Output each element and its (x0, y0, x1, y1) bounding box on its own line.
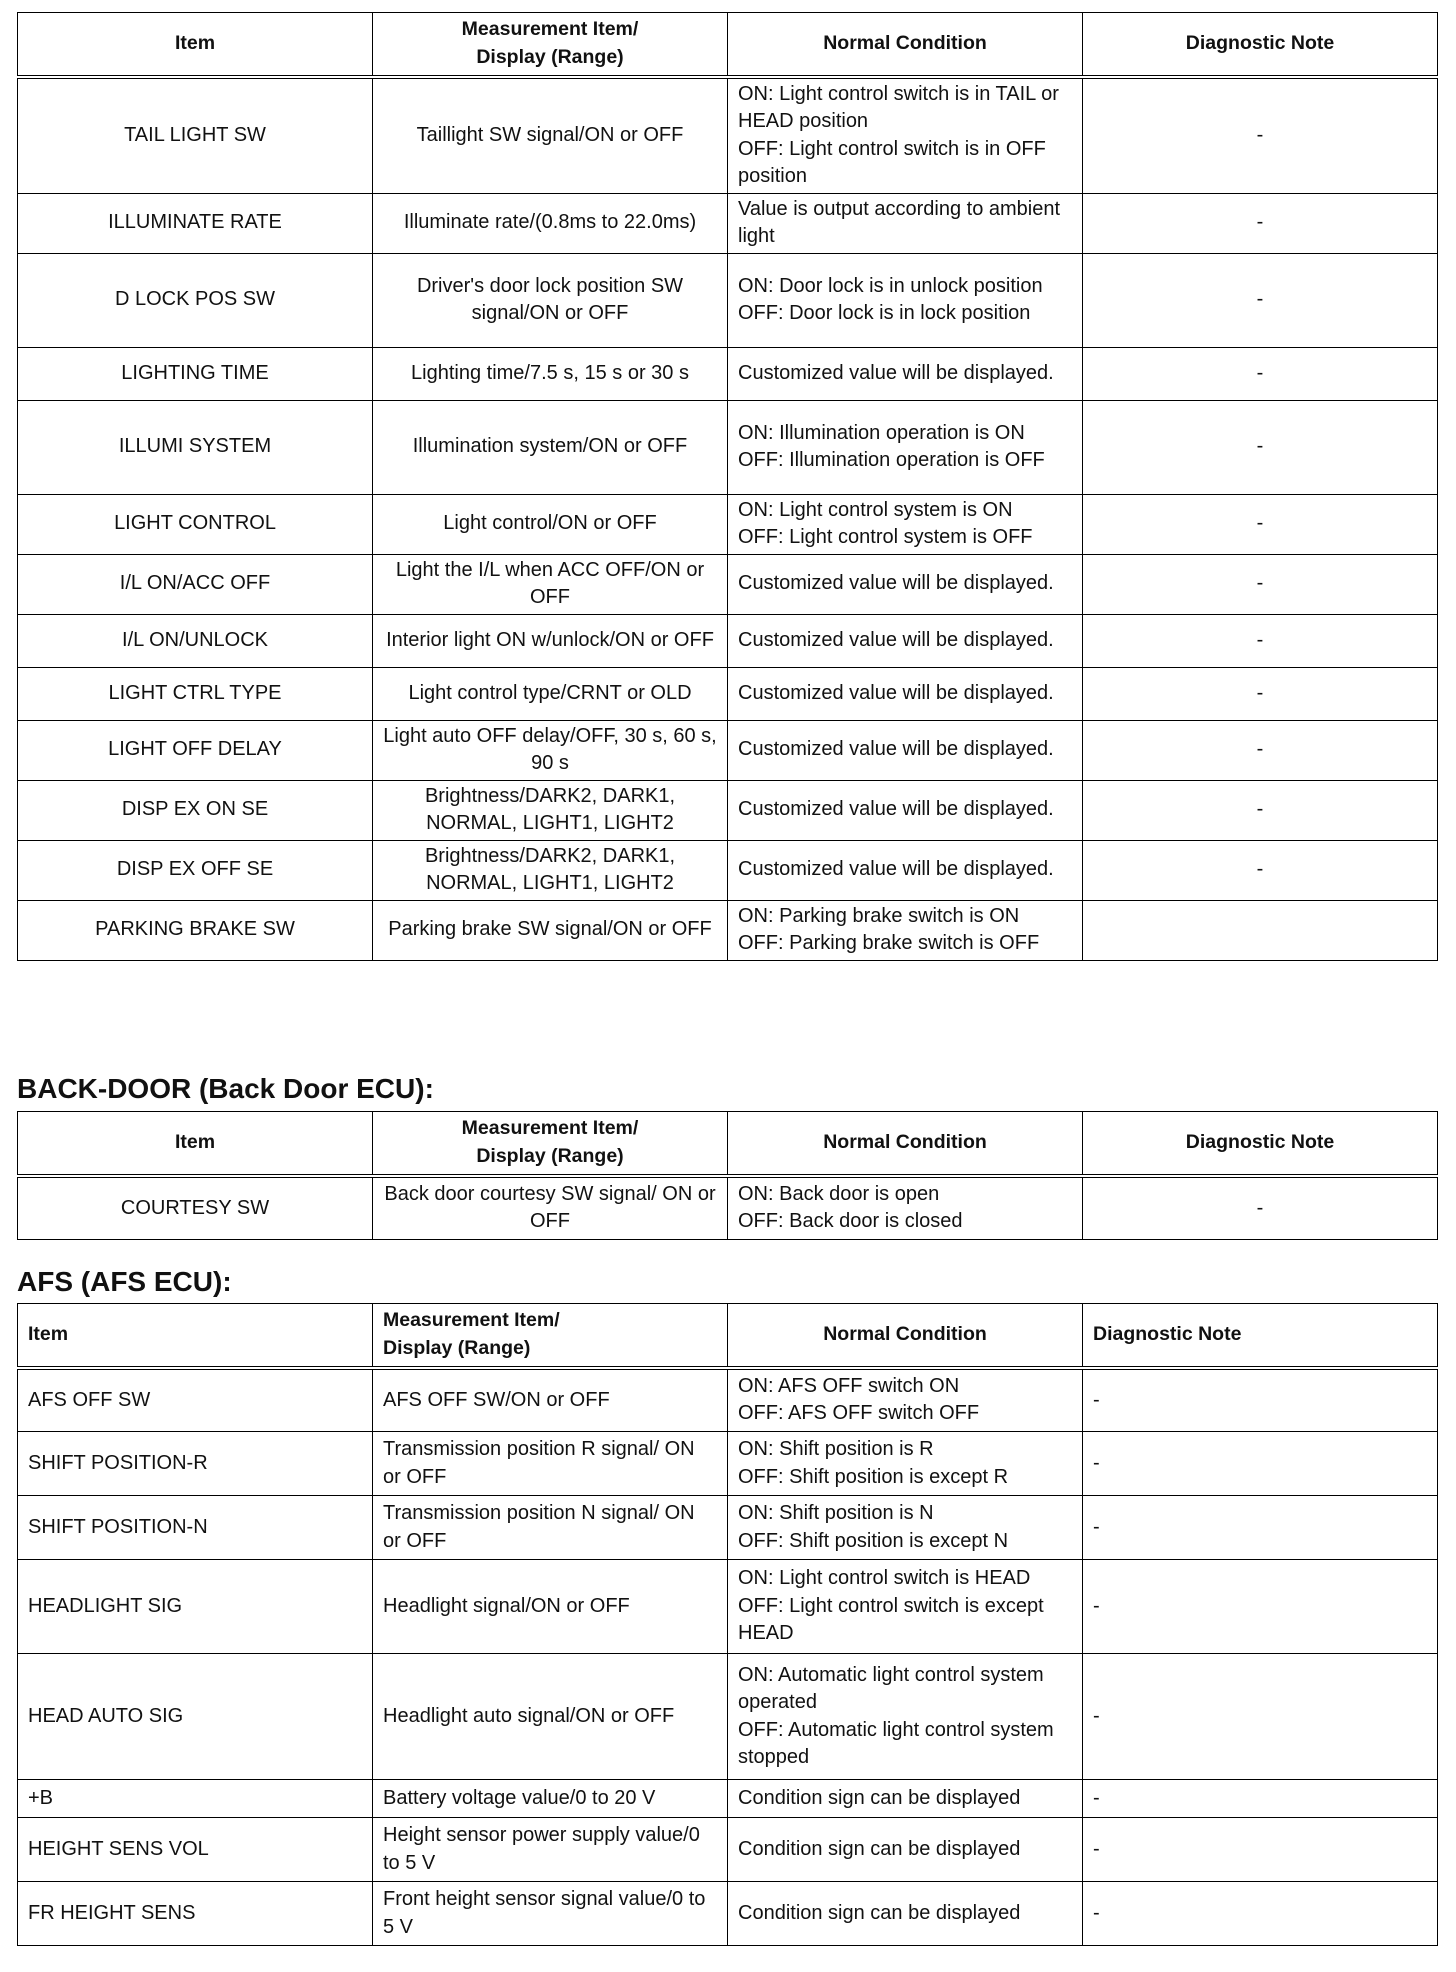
normal-condition-cell: Customized value will be displayed. (728, 780, 1083, 840)
item-cell: LIGHT CONTROL (18, 494, 373, 554)
measurement-cell: Interior light ON w/unlock/ON or OFF (373, 614, 728, 667)
header-item: Item (18, 1304, 373, 1368)
table-row (18, 1882, 1438, 1946)
item-cell: HEADLIGHT SIG (18, 1560, 373, 1654)
diagnostic-note-cell: - (1083, 554, 1438, 614)
diagnostic-note-cell: - (1083, 780, 1438, 840)
normal-condition-cell: Value is output according to ambient light (728, 193, 1083, 253)
normal-condition-cell: Customized value will be displayed. (728, 554, 1083, 614)
diagnostic-note-cell: - (1083, 1654, 1438, 1780)
measurement-cell: Transmission position R signal/ ON or OFF (373, 1432, 728, 1496)
normal-condition-cell: Condition sign can be displayed (728, 1818, 1083, 1882)
normal-condition-cell: ON: Door lock is in unlock position OFF: Door lock is in lock position (728, 253, 1083, 347)
measurement-cell: Brightness/DARK2, DARK1, NORMAL, LIGHT1, LIGHT2 (373, 780, 728, 840)
afs-data-table (17, 1303, 1438, 1946)
header-measurement: Measurement Item/ Display (Range) (373, 1112, 728, 1176)
table-header-row (18, 13, 1438, 77)
table-row (18, 900, 1438, 960)
header-diagnostic-note: Diagnostic Note (1083, 13, 1438, 77)
item-cell: FR HEIGHT SENS (18, 1882, 373, 1946)
normal-condition-cell: Customized value will be displayed. (728, 347, 1083, 400)
normal-condition-cell: Customized value will be displayed. (728, 840, 1083, 900)
normal-condition-cell: ON: Light control switch is in TAIL or HEAD position OFF: Light control switch is in OFF position (728, 77, 1083, 194)
table-row (18, 347, 1438, 400)
header-item: Item (18, 1112, 373, 1176)
table-row (18, 780, 1438, 840)
normal-condition-cell: ON: AFS OFF switch ON OFF: AFS OFF switch OFF (728, 1368, 1083, 1432)
measurement-cell: Headlight signal/ON or OFF (373, 1560, 728, 1654)
table-row (18, 77, 1438, 194)
measurement-cell: Battery voltage value/0 to 20 V (373, 1780, 728, 1818)
table-row (18, 840, 1438, 900)
item-cell: SHIFT POSITION-R (18, 1432, 373, 1496)
measurement-cell: Taillight SW signal/ON or OFF (373, 77, 728, 194)
item-cell: LIGHTING TIME (18, 347, 373, 400)
header-normal-condition: Normal Condition (728, 13, 1083, 77)
table-row (18, 1176, 1438, 1240)
back-door-heading: BACK-DOOR (Back Door ECU): (17, 1073, 434, 1104)
table-row (18, 1780, 1438, 1818)
table-row (18, 494, 1438, 554)
measurement-cell: Front height sensor signal value/0 to 5 V (373, 1882, 728, 1946)
diagnostic-note-cell: - (1083, 1882, 1438, 1946)
header-measurement: Measurement Item/ Display (Range) (373, 13, 728, 77)
diagnostic-note-cell: - (1083, 1780, 1438, 1818)
diagnostic-note-cell: - (1083, 77, 1438, 194)
table-row (18, 1432, 1438, 1496)
table-row (18, 667, 1438, 720)
measurement-cell: Lighting time/7.5 s, 15 s or 30 s (373, 347, 728, 400)
normal-condition-cell: Customized value will be displayed. (728, 720, 1083, 780)
table-body (18, 1176, 1438, 1240)
measurement-cell: AFS OFF SW/ON or OFF (373, 1368, 728, 1432)
table-row (18, 1818, 1438, 1882)
measurement-cell: Headlight auto signal/ON or OFF (373, 1654, 728, 1780)
item-cell: ILLUMINATE RATE (18, 193, 373, 253)
normal-condition-cell: Customized value will be displayed. (728, 667, 1083, 720)
afs-heading: AFS (AFS ECU): (17, 1266, 232, 1297)
measurement-cell: Light control type/CRNT or OLD (373, 667, 728, 720)
item-cell: I/L ON/UNLOCK (18, 614, 373, 667)
normal-condition-cell: ON: Parking brake switch is ON OFF: Parking brake switch is OFF (728, 900, 1083, 960)
diagnostic-note-cell: - (1083, 1818, 1438, 1882)
measurement-cell: Illuminate rate/(0.8ms to 22.0ms) (373, 193, 728, 253)
header-normal-condition: Normal Condition (728, 1112, 1083, 1176)
header-diagnostic-note: Diagnostic Note (1083, 1304, 1438, 1368)
item-cell: D LOCK POS SW (18, 253, 373, 347)
measurement-cell: Light the I/L when ACC OFF/ON or OFF (373, 554, 728, 614)
table-row (18, 193, 1438, 253)
diagnostic-note-cell: - (1083, 347, 1438, 400)
normal-condition-cell: ON: Illumination operation is ON OFF: Illumination operation is OFF (728, 400, 1083, 494)
measurement-cell: Brightness/DARK2, DARK1, NORMAL, LIGHT1, LIGHT2 (373, 840, 728, 900)
diagnostic-note-cell: - (1083, 840, 1438, 900)
item-cell: TAIL LIGHT SW (18, 77, 373, 194)
measurement-cell: Light control/ON or OFF (373, 494, 728, 554)
diagnostic-note-cell (1083, 900, 1438, 960)
normal-condition-cell: Condition sign can be displayed (728, 1882, 1083, 1946)
diagnostic-note-cell: - (1083, 400, 1438, 494)
body-ecu-data-table (17, 12, 1438, 961)
table-row (18, 253, 1438, 347)
table-row (18, 720, 1438, 780)
normal-condition-cell: ON: Shift position is N OFF: Shift position is except N (728, 1496, 1083, 1560)
item-cell: +B (18, 1780, 373, 1818)
normal-condition-cell: ON: Light control switch is HEAD OFF: Light control switch is except HEAD (728, 1560, 1083, 1654)
table-row (18, 1654, 1438, 1780)
table-header-row (18, 1112, 1438, 1176)
item-cell: HEIGHT SENS VOL (18, 1818, 373, 1882)
table-row (18, 1560, 1438, 1654)
normal-condition-cell: ON: Light control system is ON OFF: Light control system is OFF (728, 494, 1083, 554)
diagnostic-note-cell: - (1083, 1560, 1438, 1654)
table-row (18, 400, 1438, 494)
item-cell: DISP EX ON SE (18, 780, 373, 840)
item-cell: PARKING BRAKE SW (18, 900, 373, 960)
diagnostic-note-cell: - (1083, 1176, 1438, 1240)
item-cell: HEAD AUTO SIG (18, 1654, 373, 1780)
table-body (18, 77, 1438, 961)
diagnostic-note-cell: - (1083, 1368, 1438, 1432)
back-door-data-table (17, 1111, 1438, 1240)
measurement-cell: Illumination system/ON or OFF (373, 400, 728, 494)
measurement-cell: Parking brake SW signal/ON or OFF (373, 900, 728, 960)
item-cell: COURTESY SW (18, 1176, 373, 1240)
table-row (18, 1496, 1438, 1560)
normal-condition-cell: ON: Shift position is R OFF: Shift position is except R (728, 1432, 1083, 1496)
diagnostic-note-cell: - (1083, 614, 1438, 667)
table-row (18, 1368, 1438, 1432)
header-measurement: Measurement Item/ Display (Range) (373, 1304, 728, 1368)
item-cell: AFS OFF SW (18, 1368, 373, 1432)
diagnostic-note-cell: - (1083, 193, 1438, 253)
diagnostic-note-cell: - (1083, 1496, 1438, 1560)
table-header-row (18, 1304, 1438, 1368)
measurement-cell: Light auto OFF delay/OFF, 30 s, 60 s, 90 s (373, 720, 728, 780)
table-body (18, 1368, 1438, 1946)
item-cell: LIGHT OFF DELAY (18, 720, 373, 780)
item-cell: DISP EX OFF SE (18, 840, 373, 900)
measurement-cell: Transmission position N signal/ ON or OFF (373, 1496, 728, 1560)
measurement-cell: Back door courtesy SW signal/ ON or OFF (373, 1176, 728, 1240)
table-row (18, 554, 1438, 614)
measurement-cell: Driver's door lock position SW signal/ON or OFF (373, 253, 728, 347)
item-cell: LIGHT CTRL TYPE (18, 667, 373, 720)
header-diagnostic-note: Diagnostic Note (1083, 1112, 1438, 1176)
diagnostic-note-cell: - (1083, 253, 1438, 347)
normal-condition-cell: Customized value will be displayed. (728, 614, 1083, 667)
table-row (18, 614, 1438, 667)
item-cell: SHIFT POSITION-N (18, 1496, 373, 1560)
item-cell: ILLUMI SYSTEM (18, 400, 373, 494)
normal-condition-cell: ON: Automatic light control system operated OFF: Automatic light control system stopped (728, 1654, 1083, 1780)
diagnostic-note-cell: - (1083, 720, 1438, 780)
normal-condition-cell: Condition sign can be displayed (728, 1780, 1083, 1818)
normal-condition-cell: ON: Back door is open OFF: Back door is closed (728, 1176, 1083, 1240)
diagnostic-note-cell: - (1083, 494, 1438, 554)
header-normal-condition: Normal Condition (728, 1304, 1083, 1368)
header-item: Item (18, 13, 373, 77)
diagnostic-note-cell: - (1083, 667, 1438, 720)
diagnostic-note-cell: - (1083, 1432, 1438, 1496)
item-cell: I/L ON/ACC OFF (18, 554, 373, 614)
measurement-cell: Height sensor power supply value/0 to 5 V (373, 1818, 728, 1882)
